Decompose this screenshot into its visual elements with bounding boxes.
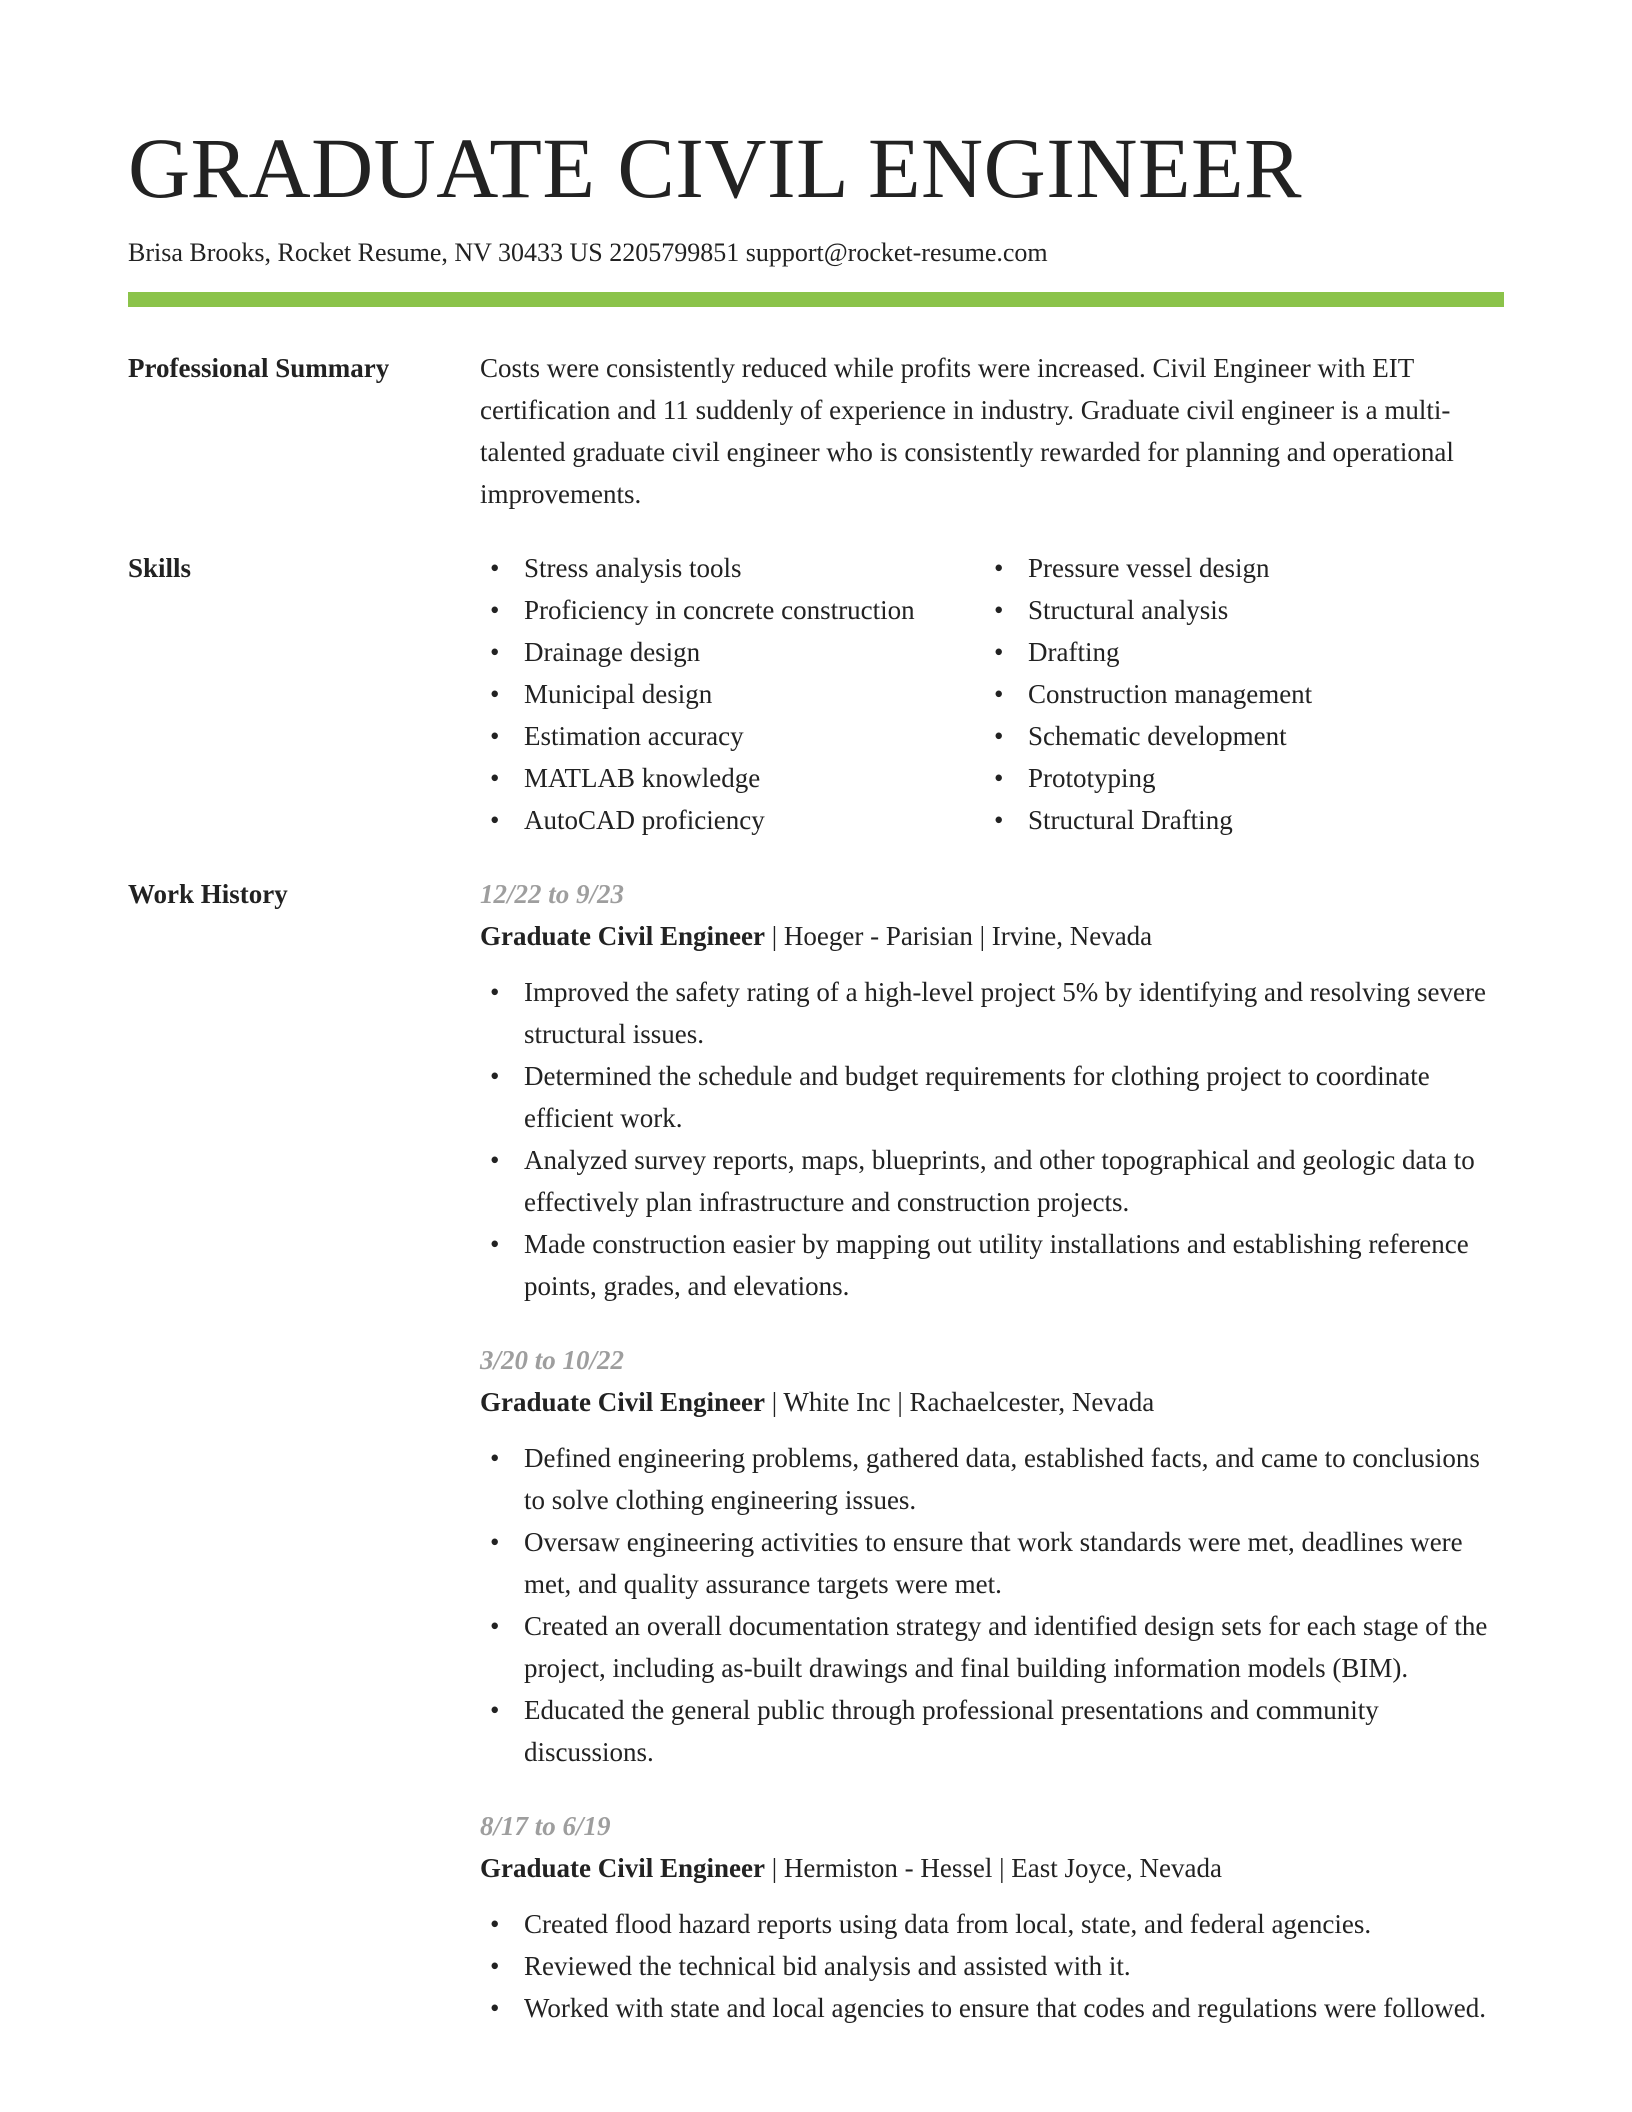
- job-bullet: • Oversaw engineering activities to ensure that work standards were met, deadlines were met, and quality assurance targets were met.: [480, 1521, 1504, 1605]
- skill-item: • Construction management: [984, 673, 1488, 715]
- job-heading: [480, 1847, 1504, 1889]
- job-heading: [480, 1381, 1504, 1423]
- skill-item: • MATLAB knowledge: [480, 757, 984, 799]
- job-bullets: [480, 971, 1504, 1307]
- summary-text: Costs were consistently reduced while profits were increased. Civil Engineer with EIT certification and 11 suddenly of experience in industry. Graduate civil engineer is a multi-talented graduate civil engineer who is consistently rewarded for planning and operational improvements.: [480, 353, 1454, 509]
- job-bullets: [480, 1437, 1504, 1773]
- skills-section: [128, 547, 1504, 841]
- skill-item: • Drainage design: [480, 631, 984, 673]
- job-bullet: • Defined engineering problems, gathered data, established facts, and came to conclusions to solve clothing engineering issues.: [480, 1437, 1504, 1521]
- skill-item: • Proficiency in concrete construction: [480, 589, 984, 631]
- job-bullet: • Educated the general public through professional presentations and community discussions.: [480, 1689, 1504, 1773]
- skill-item: • AutoCAD proficiency: [480, 799, 984, 841]
- job-heading: [480, 915, 1504, 957]
- skill-item: • Pressure vessel design: [984, 547, 1488, 589]
- contact-line: Brisa Brooks, Rocket Resume, NV 30433 US 2205799851 support@rocket-resume.com: [128, 238, 1048, 267]
- skill-item: • Estimation accuracy: [480, 715, 984, 757]
- summary-body: [480, 347, 1504, 515]
- job-dates: 8/17 to 6/19: [480, 1811, 611, 1841]
- section-label-skills: Skills: [128, 553, 192, 583]
- work-history-section: [128, 873, 1504, 2061]
- job-entry: [480, 1339, 1504, 1773]
- skill-item: • Structural Drafting: [984, 799, 1488, 841]
- job-title: Graduate Civil Engineer: [480, 921, 765, 951]
- skill-item: • Schematic development: [984, 715, 1488, 757]
- skills-grid: [480, 547, 1504, 841]
- job-details: | Hermiston - Hessel | East Joyce, Nevada: [765, 1853, 1222, 1883]
- work-history-body: [480, 873, 1504, 2061]
- skill-item: • Stress analysis tools: [480, 547, 984, 589]
- job-bullet: • Analyzed survey reports, maps, blueprints, and other topographical and geologic data to effectively plan infrastructure and construction projects.: [480, 1139, 1504, 1223]
- job-title: Graduate Civil Engineer: [480, 1853, 765, 1883]
- section-label-summary: Professional Summary: [128, 353, 390, 383]
- skill-item: • Municipal design: [480, 673, 984, 715]
- job-bullet: • Created an overall documentation strategy and identified design sets for each stage of the project, including as-built drawings and final building information models (BIM).: [480, 1605, 1504, 1689]
- job-bullet: • Made construction easier by mapping out utility installations and establishing reference points, grades, and elevations.: [480, 1223, 1504, 1307]
- resume-title: GRADUATE CIVIL ENGINEER: [128, 120, 1302, 216]
- skills-column-right: [984, 547, 1488, 841]
- job-bullet: • Worked with state and local agencies to ensure that codes and regulations were followed.: [480, 1987, 1504, 2029]
- section-label-work-history: Work History: [128, 879, 288, 909]
- accent-divider: [128, 292, 1504, 307]
- professional-summary-section: [128, 347, 1504, 515]
- job-dates: 3/20 to 10/22: [480, 1345, 625, 1375]
- job-entry: [480, 873, 1504, 1307]
- skill-item: • Prototyping: [984, 757, 1488, 799]
- skills-column-left: [480, 547, 984, 841]
- job-bullet: • Determined the schedule and budget requirements for clothing project to coordinate efficient work.: [480, 1055, 1504, 1139]
- job-entry: [480, 1805, 1504, 2029]
- skill-item: • Drafting: [984, 631, 1488, 673]
- job-details: | White Inc | Rachaelcester, Nevada: [765, 1387, 1155, 1417]
- job-title: Graduate Civil Engineer: [480, 1387, 765, 1417]
- skill-item: • Structural analysis: [984, 589, 1488, 631]
- job-bullets: [480, 1903, 1504, 2029]
- job-bullet: • Improved the safety rating of a high-level project 5% by identifying and resolving severe structural issues.: [480, 971, 1504, 1055]
- job-dates: 12/22 to 9/23: [480, 879, 625, 909]
- job-details: | Hoeger - Parisian | Irvine, Nevada: [765, 921, 1153, 951]
- job-bullet: • Reviewed the technical bid analysis and assisted with it.: [480, 1945, 1504, 1987]
- job-bullet: • Created flood hazard reports using data from local, state, and federal agencies.: [480, 1903, 1504, 1945]
